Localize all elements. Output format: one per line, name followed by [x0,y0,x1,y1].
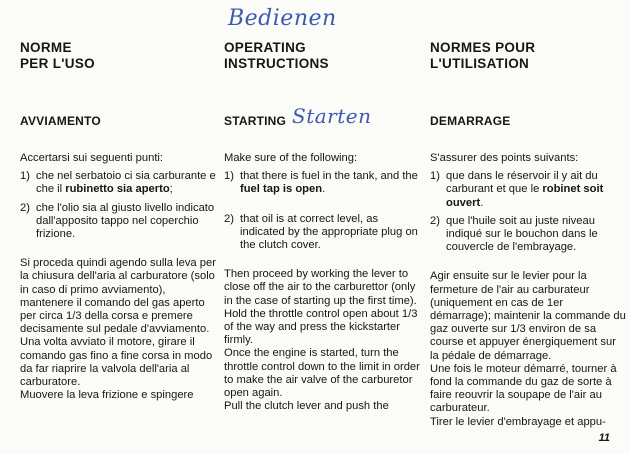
body-italian [20,152,216,402]
intro-italian: Accertarsi sui seguenti punti: [20,152,164,164]
handwritten-note-bedienen: Bedienen [228,6,337,31]
paragraph-3-french: Tirer le levier d'embrayage et appu- [430,415,606,428]
list-item-1-english: 1) that there is fuel in the tank, and the fuel tap is open. [224,170,418,196]
page-number: 11 [598,432,610,444]
paragraph-2-italian: Una volta avviato il motore, girare il comando gas fino a fine corsa in modo da far riaprire la valvola dell'aria al carburatore. [20,336,213,389]
paragraph-1-french: Agir ensuite sur le levier pour la fermeture de l'air au carburateur (uniquement en cas de 1er démarrage); maintenir la commande du gaz ouverte sur 1/3 environ de sa course et appuyer énergiquement sur la pédale de démarrage. [430,270,626,362]
intro-english: Make sure of the following: [224,152,358,164]
paragraph-4-english: Pull the clutch lever and push the [224,400,389,413]
intro-french: S'assurer des points suivants: [430,152,579,164]
paragraph-1-english: Then proceed by working the lever to close off the air to the carburettor (only in the case of starting up the first time). [224,268,417,307]
paragraph-3-english: Once the engine is started, turn the throttle control down to the limit in order to make the air valve of the carburetor open again. [224,347,420,400]
list-item-1-french: 1) que dans le réservoir il y ait du carburant et que le robinet soit ouvert. [430,170,604,209]
title-english: OPERATING INSTRUCTIONS [224,40,329,71]
handwritten-note-starten: Starten [292,104,372,128]
body-french [430,152,626,429]
body-english [224,152,420,413]
section-heading-italian: AVVIAMENTO [20,114,101,128]
title-italian: NORME PER L'USO [20,40,95,71]
list-item-2-english: 2) that oil is at correct level, as indicated by the appropriate plug on the clutch cover. [224,212,418,252]
paragraph-3-italian: Muovere la leva frizione e spingere [20,389,194,402]
paragraph-1-italian: Si proceda quindi agendo sulla leva per la chiusura dell'aria al carburatore (solo in caso di primo avviamento), mantenere il comando del gas aperto per circa 1/3 della corsa e premere decisamente sul pedale d'avviamento. [20,257,216,336]
list-item-2-italian: 2) che l'olio sia al giusto livello indicato dall'apposito tappo nel coperchio frizione. [20,201,215,241]
list-item-1-italian: 1) che nel serbatoio ci sia carburante e che il rubinetto sia aperto; [20,170,216,196]
section-heading-french: DEMARRAGE [430,114,511,128]
title-french: NORMES POUR L'UTILISATION [430,40,536,71]
paragraph-2-english: Hold the throttle control open about 1/3 of the way and press the kickstarter firmly. [224,307,418,347]
paragraph-2-french: Une fois le moteur démarré, tourner à fond la commande du gaz de sorte à faire reouvrir la soupape de l'air au carburateur. [430,362,617,415]
list-item-2-french: 2) que l'huile soit au juste niveau indiqué sur le bouchon dans le couvercle de l'embrayage. [430,214,598,254]
section-heading-english: STARTING [224,114,287,128]
